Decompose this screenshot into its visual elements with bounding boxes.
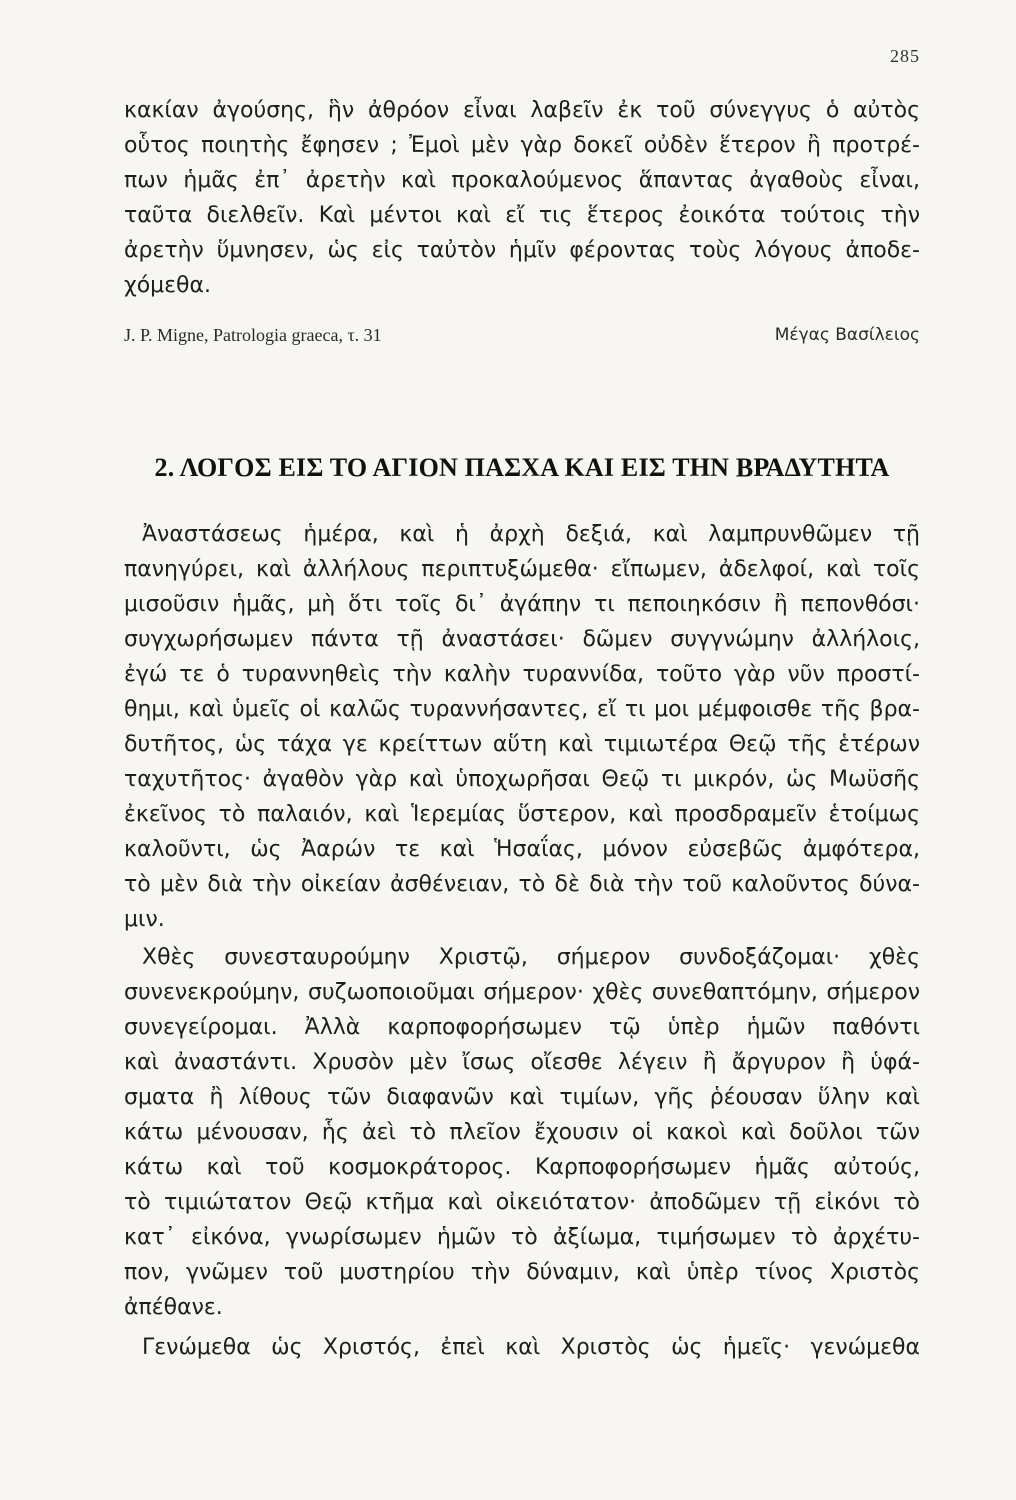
paragraph-offering <box>124 940 920 1325</box>
source-citation <box>124 320 920 350</box>
text-line: κάτω μένουσαν, ἧς ἀεὶ τὸ πλεῖον ἔχουσιν οἱ κακοὶ καὶ δοῦλοι τῶν <box>124 1120 920 1145</box>
text-line: ταῦτα διελθεῖν. Καὶ μέντοι καὶ εἴ τις ἕτερος ἐοικότα τούτοις τὴν <box>124 203 920 228</box>
text-line: δυτῆτος, ὡς τάχα γε κρείττων αὕτη καὶ τιμιωτέρα Θεῷ τῆς ἑτέρων <box>124 732 920 757</box>
text-line: κατ᾽ εἰκόνα, γνωρίσωμεν ἡμῶν τὸ ἀξίωμα, τιμήσωμεν τὸ ἀρχέτυ- <box>124 1225 920 1250</box>
citation-text: J. P. Migne, Patrologia graeca, τ. 31 <box>124 325 382 345</box>
text-line: συγχωρήσωμεν πάντα τῇ ἀναστάσει· δῶμεν συγγνώμην ἀλλήλοις, <box>124 627 920 652</box>
author-name: Μέγας Βασίλειος <box>774 325 920 345</box>
text-line: πανηγύρει, καὶ ἀλλήλους περιπτυξώμεθα· εἴπωμεν, ἀδελφοί, καὶ τοῖς <box>124 557 920 582</box>
page-number: 285 <box>890 46 920 66</box>
text-line: σματα ἢ λίθους τῶν διαφανῶν καὶ τιμίων, γῆς ῥέουσαν ὕλην καὶ <box>124 1085 920 1110</box>
text-line: ταχυτῆτος· ἀγαθὸν γὰρ καὶ ὑποχωρῆσαι Θεῷ τι μικρόν, ὡς Μωϋσῆς <box>124 767 920 792</box>
text-line: Γενώμεθα ὡς Χριστός, ἐπεὶ καὶ Χριστὸς ὡς ἡμεῖς· γενώμεθα <box>142 1335 920 1360</box>
text-line: χόμεθα. <box>124 273 212 298</box>
text-line: κάτω καὶ τοῦ κοσμοκράτορος. Καρποφορήσωμεν ἡμᾶς αὐτούς, <box>124 1155 920 1180</box>
text-line: πον, γνῶμεν τοῦ μυστηρίου τὴν δύναμιν, καὶ ὑπὲρ τίνος Χριστὸς <box>124 1260 920 1285</box>
text-line: οὗτος ποιητὴς ἔφησεν ; Ἐμοὶ μὲν γὰρ δοκεῖ οὐδὲν ἕτερον ἢ προτρέ- <box>124 133 920 158</box>
paragraph-resurrection <box>124 517 920 937</box>
text-line: πων ἡμᾶς ἐπ᾽ ἀρετὴν καὶ προκαλούμενος ἅπαντας ἀγαθοὺς εἶναι, <box>124 168 920 193</box>
intro-passage <box>124 93 920 303</box>
text-line: τὸ τιμιώτατον Θεῷ κτῆμα καὶ οἰκειότατον· ἀποδῶμεν τῇ εἰκόνι τὸ <box>124 1190 920 1215</box>
text-line: ἐγώ τε ὁ τυραννηθεὶς τὴν καλὴν τυραννίδα, τοῦτο γὰρ νῦν προστί- <box>124 662 920 687</box>
text-line: συνενεκρούμην, συζωοποιοῦμαι σήμερον· χθὲς συνεθαπτόμην, σήμερον <box>124 980 920 1005</box>
text-line: κακίαν ἀγούσης, ἣν ἀθρόον εἶναι λαβεῖν ἐκ τοῦ σύνεγγυς ὁ αὐτὸς <box>124 98 920 123</box>
text-line: θημι, καὶ ὑμεῖς οἱ καλῶς τυραννήσαντες, εἴ τι μοι μέμφοισθε τῆς βρα- <box>124 697 920 722</box>
text-line: μισοῦσιν ἡμᾶς, μὴ ὅτι τοῖς δι᾽ ἀγάπην τι πεποιηκόσιν ἢ πεπονθόσι· <box>124 592 920 617</box>
section-heading: 2. ΛΟΓΟΣ ΕΙΣ ΤΟ ΑΓΙΟΝ ΠΑΣΧΑ ΚΑΙ ΕΙΣ ΤΗΝ ΒΡΑΔΥΤΗΤΑ <box>154 453 890 482</box>
text-line: μιν. <box>124 907 165 932</box>
text-line: ἀπέθανε. <box>124 1295 223 1320</box>
text-line: ἐκεῖνος τὸ παλαιόν, καὶ Ἱερεμίας ὕστερον, καὶ προσδραμεῖν ἑτοίμως <box>124 802 920 827</box>
text-line: Ἀναστάσεως ἡμέρα, καὶ ἡ ἀρχὴ δεξιά, καὶ λαμπρυνθῶμεν τῇ <box>142 522 920 547</box>
text-line: καὶ ἀναστάντι. Χρυσὸν μὲν ἴσως οἴεσθε λέγειν ἢ ἄργυρον ἢ ὑφά- <box>124 1050 920 1075</box>
text-line: συνεγείρομαι. Ἀλλὰ καρποφορήσωμεν τῷ ὑπὲρ ἡμῶν παθόντι <box>124 1015 920 1040</box>
text-line: τὸ μὲν διὰ τὴν οἰκείαν ἀσθένειαν, τὸ δὲ διὰ τὴν τοῦ καλοῦντος δύνα- <box>124 872 920 897</box>
text-line: Χθὲς συνεσταυρούμην Χριστῷ, σήμερον συνδοξάζομαι· χθὲς <box>142 945 920 970</box>
paragraph-become-christ <box>124 1330 920 1365</box>
text-line: καλοῦντι, ὡς Ἀαρών τε καὶ Ἡσαΐας, μόνον εὐσεβῶς ἀμφότερα, <box>124 837 920 862</box>
text-line: ἀρετὴν ὕμνησεν, ὡς εἰς ταὐτὸν ἡμῖν φέροντας τοὺς λόγους ἀποδε- <box>124 238 920 263</box>
